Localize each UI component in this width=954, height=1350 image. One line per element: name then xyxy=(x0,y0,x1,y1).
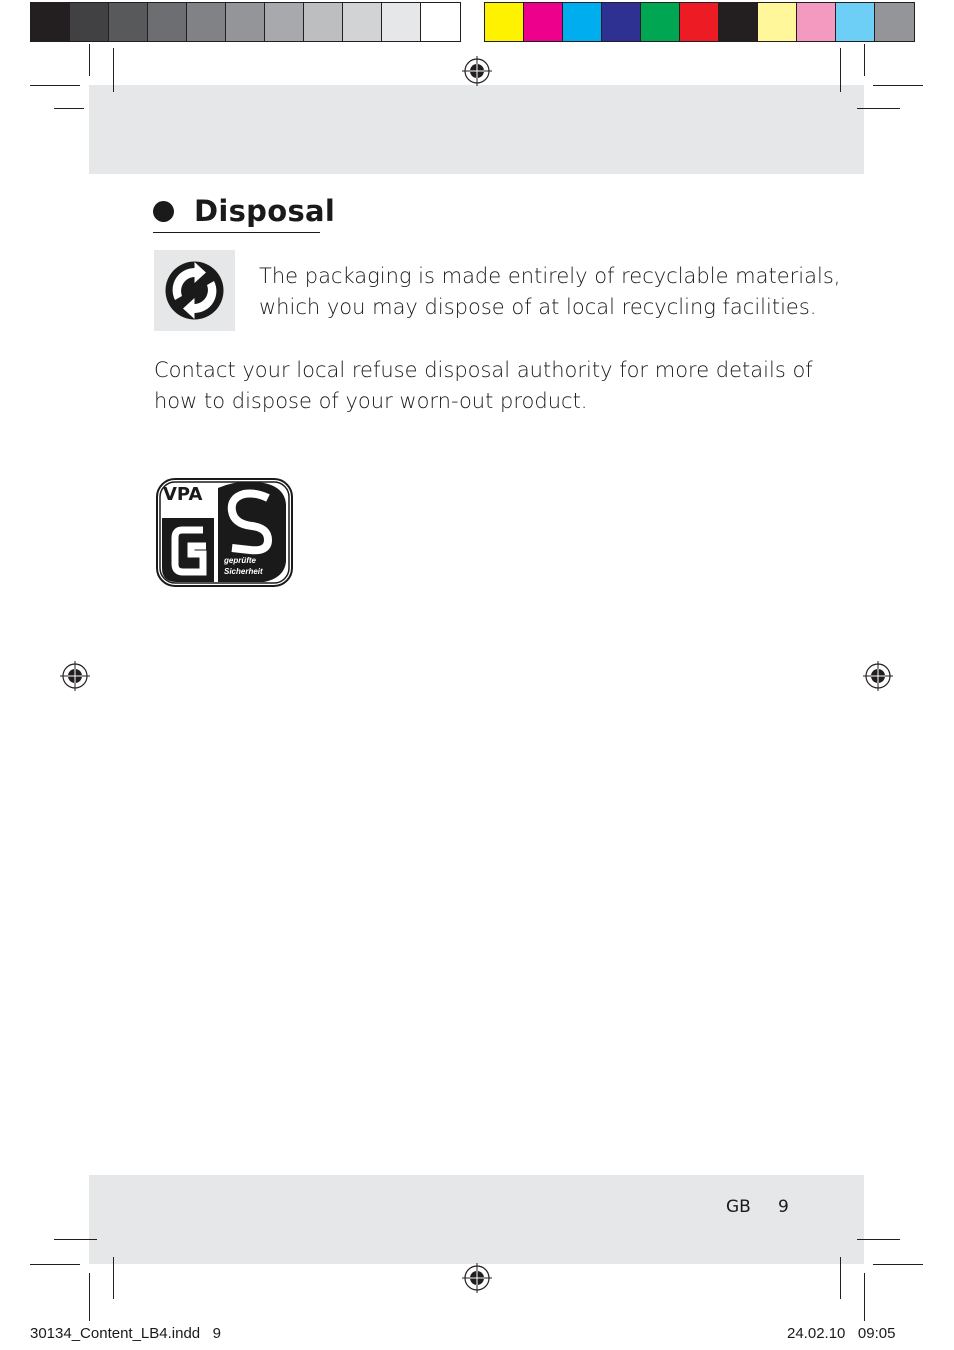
footer-band xyxy=(89,1175,864,1264)
color-swatch xyxy=(485,3,524,41)
section-title: Disposal xyxy=(194,194,336,228)
text-line: how to dispose of your worn-out product. xyxy=(154,389,588,413)
slug-date-time: 24.02.10 09:05 xyxy=(787,1325,896,1342)
color-swatch xyxy=(421,3,460,41)
color-swatch xyxy=(226,3,265,41)
crop-mark xyxy=(30,85,80,86)
color-swatch xyxy=(187,3,226,41)
color-swatch xyxy=(836,3,875,41)
gs-caption-line1: geprüfte xyxy=(224,556,256,565)
color-swatch xyxy=(524,3,563,41)
color-swatch xyxy=(70,3,109,41)
color-swatch xyxy=(148,3,187,41)
gs-caption-line2: Sicherheit xyxy=(224,567,263,576)
color-swatch xyxy=(265,3,304,41)
color-swatch xyxy=(304,3,343,41)
gs-safety-mark xyxy=(156,478,293,588)
color-swatch xyxy=(382,3,421,41)
contact-text xyxy=(154,355,813,417)
registration-mark-icon xyxy=(863,661,893,691)
crop-mark xyxy=(864,1273,865,1321)
color-swatch xyxy=(343,3,382,41)
text-line: which you may dispose of at local recycling facilities. xyxy=(259,295,817,319)
gs-vpa-label: VPA xyxy=(163,484,203,505)
footer-lang: GB xyxy=(726,1197,751,1217)
slug-file-name: 30134_Content_LB4.indd 9 xyxy=(30,1325,221,1342)
crop-mark xyxy=(113,48,114,92)
section-heading xyxy=(153,192,336,233)
crop-mark xyxy=(857,1239,900,1240)
color-swatch xyxy=(797,3,836,41)
crop-mark xyxy=(857,108,900,109)
recycle-icon xyxy=(154,250,235,331)
packaging-text xyxy=(259,261,840,323)
crop-mark xyxy=(89,1273,90,1321)
crop-mark xyxy=(89,44,90,76)
text-line: The packaging is made entirely of recyclable materials, xyxy=(259,264,841,288)
crop-mark xyxy=(113,1257,114,1299)
crop-mark xyxy=(840,48,841,92)
recycle-icon-box xyxy=(154,250,235,331)
color-swatch xyxy=(875,3,914,41)
crop-mark xyxy=(54,108,84,109)
bullet-icon xyxy=(153,201,174,222)
footer-page-number: 9 xyxy=(778,1197,789,1217)
text-line: Contact your local refuse disposal authority for more details of xyxy=(154,358,813,382)
crop-mark xyxy=(30,1264,80,1265)
crop-mark xyxy=(840,1257,841,1299)
gray-color-bar xyxy=(30,2,461,42)
crop-mark xyxy=(864,44,865,76)
process-color-bar xyxy=(484,2,915,42)
color-swatch xyxy=(719,3,758,41)
crop-mark xyxy=(54,1239,97,1240)
crop-mark xyxy=(873,85,923,86)
crop-mark xyxy=(873,1264,923,1265)
registration-mark-icon xyxy=(462,1263,492,1293)
registration-mark-icon xyxy=(462,56,492,86)
color-swatch xyxy=(641,3,680,41)
registration-mark-icon xyxy=(60,661,90,691)
color-swatch xyxy=(31,3,70,41)
color-swatch xyxy=(109,3,148,41)
header-band xyxy=(89,85,864,174)
color-swatch xyxy=(563,3,602,41)
color-swatch xyxy=(758,3,797,41)
color-swatch xyxy=(602,3,641,41)
color-swatch xyxy=(680,3,719,41)
